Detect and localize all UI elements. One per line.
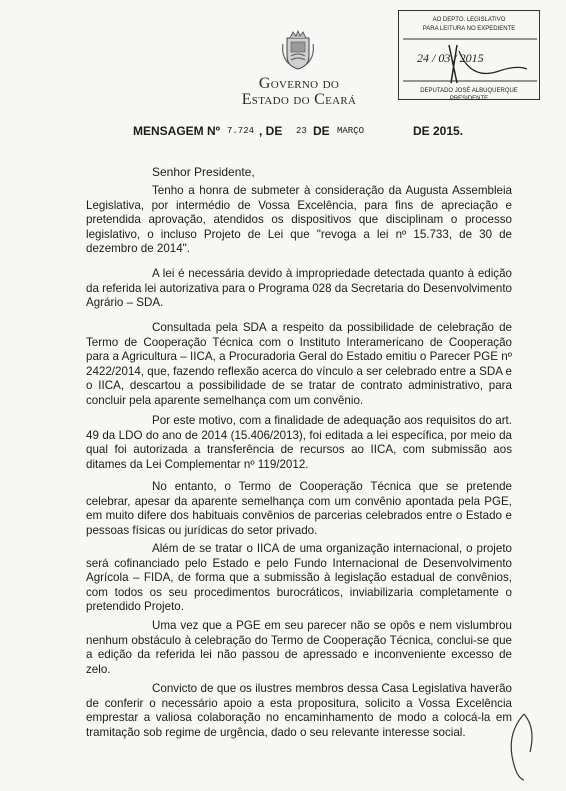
paragraph: Consultada pela SDA a respeito da possibilidade de celebração de Termo de Cooperação Técnica com o Instituto Interamericano de Cooperação para a Agricultura – IICA, a Procuradoria Geral do Estado emitiu o Parecer PGE nº 2422/2014, que, fazendo reflexão acerca do vínculo a ser celebrado entre a SDA e o IICA, descartou a possibilidade de se tratar de contrato administrativo, para concluir pela aparente semelhança com um convênio. [86,321,512,407]
paragraph: Uma vez que a PGE em seu parecer não se opôs e nem vislumbrou nenhum obstáculo à celebração do Termo de Cooperação Técnica, conclui-se que a edição da referida lei não passou de apressado e inconveniente excesso de zelo. [86,619,512,676]
salutation: Senhor Presidente, [152,165,255,179]
message-header [0,124,566,140]
message-label: MENSAGEM Nº [133,124,221,138]
stamp-line4: PRESIDENTE [449,96,489,102]
government-title-line2: Estado do Ceará [241,91,357,108]
paragraph: Além de se tratar o IICA de uma organização internacional, o projeto será cofinanciado pelo Estado e pelo Fundo Internacional de Desenvolvimento Agrícola – FIDA, de forma que a submissão à legislação estadual de convênios, com todos os seu procedimentos burocráticos, inviabilizaria completamente o pretendido Projeto. [86,542,512,613]
government-title [232,76,366,108]
paragraph: Por este motivo, com a finalidade de adequação aos requisitos do art. 49 da LDO do ano de 2014 (15.406/2013), foi editada a lei específica, por meio da qual foi autorizada a transferência de recursos ao IICA, com submissão aos ditames da Lei Complementar nº 119/2012. [86,414,512,471]
stamp-date: 24 / 03 / 2015 [417,51,484,65]
paragraph: No entanto, o Termo de Cooperação Técnica que se pretende celebrar, apesar da aparente semelhança com um convênio apontada pela PGE, em muito difere dos habituais convênios de parcerias celebrados entre o Estado e pessoas físicas ou jurídicas do setor privado. [86,480,512,537]
government-title-line1: Governo do [258,75,340,92]
ceara-coat-of-arms-icon [281,30,315,70]
message-year: DE 2015. [413,124,464,138]
paragraph: A lei é necessária devido à impropriedade detectada quanto à edição da referida lei autorizativa para o Programa 028 da Secretaria do Desenvolvimento Agrário – SDA. [86,267,512,309]
message-number: 7.724 [227,126,255,136]
paragraph: Tenho a honra de submeter à consideração da Augusta Assembleia Legislativa, por intermédio de Vossa Excelência, para fins de apreciação e pretendida aprovação, atendidos os dispositivos que disciplinam o processo legislativo, o incluso Projeto de Lei que "revoga a lei nº 15.733, de 30 de dezembro de 2014". [86,184,512,255]
stamp-line2: PARA LEITURA NO EXPEDIENTE [422,26,516,32]
message-day: 23 [296,126,307,136]
handwritten-initial-icon [494,712,544,782]
message-month: MARÇO [337,126,365,136]
reception-stamp [398,10,540,100]
message-de2: DE [313,124,330,138]
message-de1: , DE [259,124,283,138]
stamp-line3: DEPUTADO JOSÉ ALBUQUERQUE [420,88,518,94]
paragraph: Convicto de que os ilustres membros dessa Casa Legislativa haverão de conferir o necessário apoio a esta propositura, solicito a Vossa Excelência emprestar a valiosa colaboração no encaminhamento de modo a colocá-la em tramitação sob regime de urgência, dado o seu relevante interesse social. [86,682,512,739]
stamp-line1: AO DEPTO. LEGISLATIVO [432,17,506,23]
